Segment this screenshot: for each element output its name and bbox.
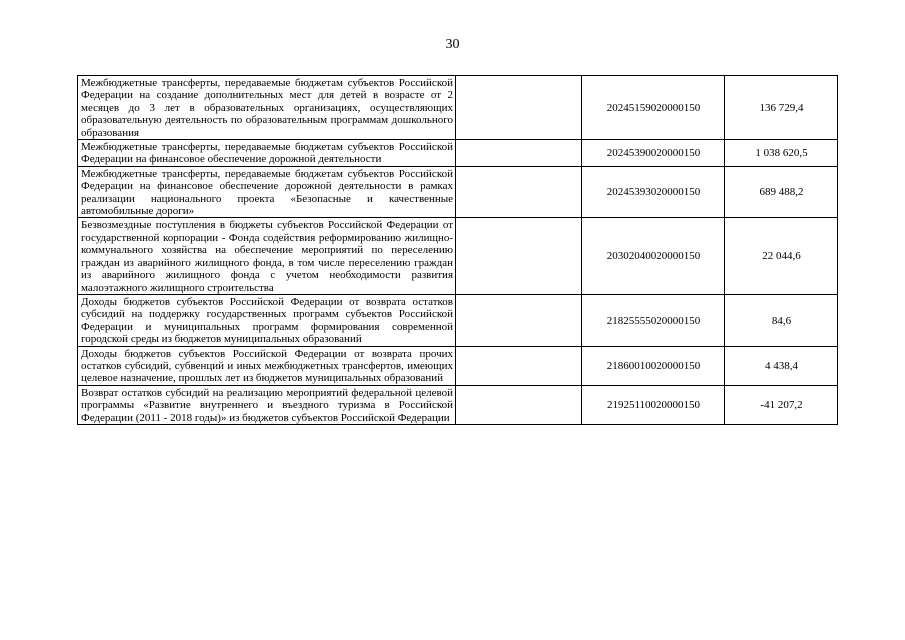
row-description: Межбюджетные трансферты, передаваемые бюджетам субъектов Российской Федерации на финансовое обеспечение дорожной деятельности [78, 140, 456, 167]
row-amount: -41 207,2 [725, 385, 838, 424]
table-row [78, 140, 838, 167]
row-budget-code: 20302040020000150 [582, 218, 725, 294]
row-budget-code: 21925110020000150 [582, 385, 725, 424]
row-amount: 136 729,4 [725, 76, 838, 140]
row-budget-code: 20245159020000150 [582, 76, 725, 140]
row-budget-code: 20245393020000150 [582, 166, 725, 218]
table-row [78, 294, 838, 346]
row-description: Межбюджетные трансферты, передаваемые бюджетам субъектов Российской Федерации на финансовое обеспечение дорожной деятельности в рамках реализации национального проекта «Безопасные и качественные автомобильные дороги» [78, 166, 456, 218]
row-budget-code: 21825555020000150 [582, 294, 725, 346]
row-amount: 4 438,4 [725, 346, 838, 385]
row-admin-cell [456, 218, 582, 294]
row-amount: 1 038 620,5 [725, 140, 838, 167]
row-description: Возврат остатков субсидий на реализацию мероприятий федеральной целевой программы «Развитие внутреннего и въездного туризма в Российской Федерации (2011 - 2018 годы)» из бюджетов субъектов Российской Федерации [78, 385, 456, 424]
row-description: Доходы бюджетов субъектов Российской Федерации от возврата прочих остатков субсидий, субвенций и иных межбюджетных трансфертов, имеющих целевое назначение, прошлых лет из бюджетов муниципальных образований [78, 346, 456, 385]
table-row [78, 166, 838, 218]
row-amount: 22 044,6 [725, 218, 838, 294]
table-row [78, 346, 838, 385]
row-admin-cell [456, 346, 582, 385]
row-admin-cell [456, 294, 582, 346]
row-amount: 689 488,2 [725, 166, 838, 218]
revenue-table [77, 75, 838, 425]
table-row [78, 218, 838, 294]
table-row [78, 76, 838, 140]
row-budget-code: 21860010020000150 [582, 346, 725, 385]
row-description: Безвозмездные поступления в бюджеты субъектов Российской Федерации от государственной корпорации - Фонда содействия реформированию жилищно-коммунального хозяйства на обеспечение мероприятий по переселению граждан из аварийного жилищного фонда, в том числе переселению граждан из аварийного жилищного фонда с учетом необходимости развития малоэтажного жилищного строительства [78, 218, 456, 294]
row-description: Доходы бюджетов субъектов Российской Федерации от возврата остатков субсидий на поддержку государственных программ субъектов Российской Федерации и муниципальных программ формирования современной городской среды из бюджетов муниципальных образований [78, 294, 456, 346]
row-amount: 84,6 [725, 294, 838, 346]
row-description: Межбюджетные трансферты, передаваемые бюджетам субъектов Российской Федерации на создание дополнительных мест для детей в возрасте от 2 месяцев до 3 лет в образовательных организациях, осуществляющих образовательную деятельность по образовательным программам дошкольного образования [78, 76, 456, 140]
row-admin-cell [456, 76, 582, 140]
row-admin-cell [456, 140, 582, 167]
row-budget-code: 20245390020000150 [582, 140, 725, 167]
table-row [78, 385, 838, 424]
row-admin-cell [456, 166, 582, 218]
page-number: 30 [445, 37, 460, 52]
row-admin-cell [456, 385, 582, 424]
